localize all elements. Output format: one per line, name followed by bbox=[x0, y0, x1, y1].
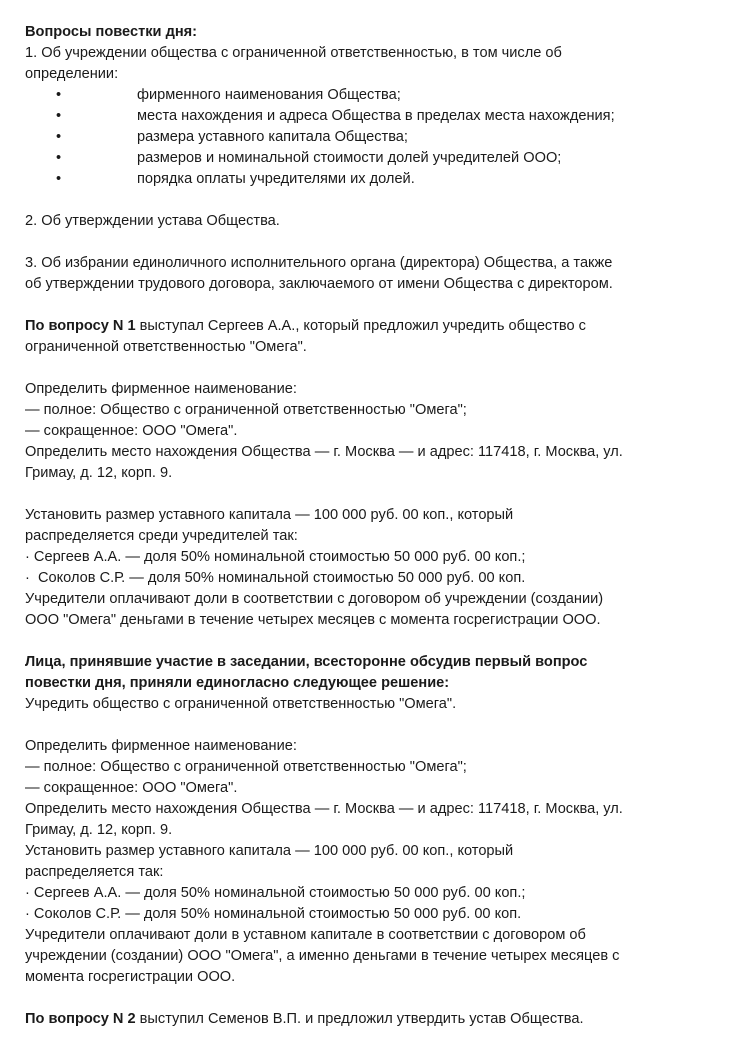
capital-line: Установить размер уставного капитала — 100 000 руб. 00 коп., который bbox=[25, 507, 514, 523]
question-1-text: выступал Сергеев А.А., который предложил учредить общество с bbox=[135, 318, 586, 334]
bullet-item bbox=[25, 148, 725, 169]
decision-detail-line: Гримау, д. 12, корп. 9. bbox=[25, 822, 173, 838]
bullet-text: фирменного наименования Общества; bbox=[137, 87, 401, 103]
proposal-line: Определить место нахождения Общества — г. Москва — и адрес: 117418, г. Москва, ул. bbox=[25, 444, 623, 460]
bullet-text: размера уставного капитала Общества; bbox=[137, 129, 408, 145]
decision-detail-line: Установить размер уставного капитала — 100 000 руб. 00 коп., который bbox=[25, 843, 514, 859]
document-body bbox=[25, 22, 725, 1030]
agenda-title: Вопросы повестки дня: bbox=[25, 24, 198, 40]
proposal-line: — сокращенное: ООО "Омега". bbox=[25, 423, 238, 439]
bullet-icon: • bbox=[56, 150, 62, 166]
decision-heading-line: повестки дня, приняли единогласно следующее решение: bbox=[25, 675, 450, 691]
decision-detail-line: — сокращенное: ООО "Омега". bbox=[25, 780, 238, 796]
bullet-item bbox=[25, 85, 725, 106]
bullet-item bbox=[25, 127, 725, 148]
decision-detail-line: · Сергеев А.А. — доля 50% номинальной стоимостью 50 000 руб. 00 коп.; bbox=[25, 885, 526, 901]
agenda-item-3-line: 3. Об избрании единоличного исполнительного органа (директора) Общества, а также bbox=[25, 255, 613, 271]
decision-heading-line: Лица, принявшие участие в заседании, всесторонне обсудив первый вопрос bbox=[25, 654, 588, 670]
bullet-icon: • bbox=[56, 108, 62, 124]
bullet-icon: • bbox=[56, 171, 62, 187]
bullet-text: места нахождения и адреса Общества в пределах места нахождения; bbox=[137, 108, 615, 124]
question-1-lead-line-2: ограниченной ответственностью "Омега". bbox=[25, 339, 307, 355]
question-2-text: выступил Семенов В.П. и предложил утвердить устав Общества. bbox=[135, 1011, 584, 1027]
bullet-text: размеров и номинальной стоимости долей учредителей ООО; bbox=[137, 150, 562, 166]
agenda-item-2: 2. Об утверждении устава Общества. bbox=[25, 213, 280, 229]
capital-line: распределяется среди учредителей так: bbox=[25, 528, 298, 544]
agenda-item-1-line: 1. Об учреждении общества с ограниченной ответственностью, в том числе об bbox=[25, 45, 562, 61]
question-1-label: По вопросу N 1 bbox=[25, 318, 136, 334]
decision-detail-line: · Соколов С.Р. — доля 50% номинальной стоимостью 50 000 руб. 00 коп. bbox=[25, 906, 522, 922]
decision-detail-line: Учредители оплачивают доли в уставном капитале в соответствии с договором об bbox=[25, 927, 586, 943]
decision-detail-line: — полное: Общество с ограниченной ответственностью "Омега"; bbox=[25, 759, 467, 775]
question-2-lead bbox=[25, 1009, 725, 1030]
question-1-lead bbox=[25, 316, 725, 337]
proposal-line: — полное: Общество с ограниченной ответственностью "Омега"; bbox=[25, 402, 467, 418]
decision-detail-line: Определить место нахождения Общества — г. Москва — и адрес: 117418, г. Москва, ул. bbox=[25, 801, 623, 817]
decision-detail-line: распределяется так: bbox=[25, 864, 164, 880]
proposal-line: Гримау, д. 12, корп. 9. bbox=[25, 465, 173, 481]
decision-line: Учредить общество с ограниченной ответственностью "Омега". bbox=[25, 696, 457, 712]
agenda-item-1-line: определении: bbox=[25, 66, 119, 82]
proposal-line: Определить фирменное наименование: bbox=[25, 381, 297, 397]
capital-line: Учредители оплачивают доли в соответствии с договором об учреждении (создании) bbox=[25, 591, 604, 607]
bullet-icon: • bbox=[56, 87, 62, 103]
bullet-item bbox=[25, 169, 725, 190]
decision-detail-line: момента госрегистрации ООО. bbox=[25, 969, 236, 985]
agenda-item-3-line: об утверждении трудового договора, заключаемого от имени Общества с директором. bbox=[25, 276, 613, 292]
bullet-text: порядка оплаты учредителями их долей. bbox=[137, 171, 415, 187]
capital-line: · Соколов С.Р. — доля 50% номинальной стоимостью 50 000 руб. 00 коп. bbox=[25, 570, 526, 586]
bullet-item bbox=[25, 106, 725, 127]
capital-line: · Сергеев А.А. — доля 50% номинальной стоимостью 50 000 руб. 00 коп.; bbox=[25, 549, 526, 565]
capital-line: ООО "Омега" деньгами в течение четырех месяцев с момента госрегистрации ООО. bbox=[25, 612, 601, 628]
decision-detail-line: учреждении (создании) ООО "Омега", а именно деньгами в течение четырех месяцев с bbox=[25, 948, 620, 964]
question-2-label: По вопросу N 2 bbox=[25, 1011, 136, 1027]
decision-detail-line: Определить фирменное наименование: bbox=[25, 738, 297, 754]
bullet-icon: • bbox=[56, 129, 62, 145]
